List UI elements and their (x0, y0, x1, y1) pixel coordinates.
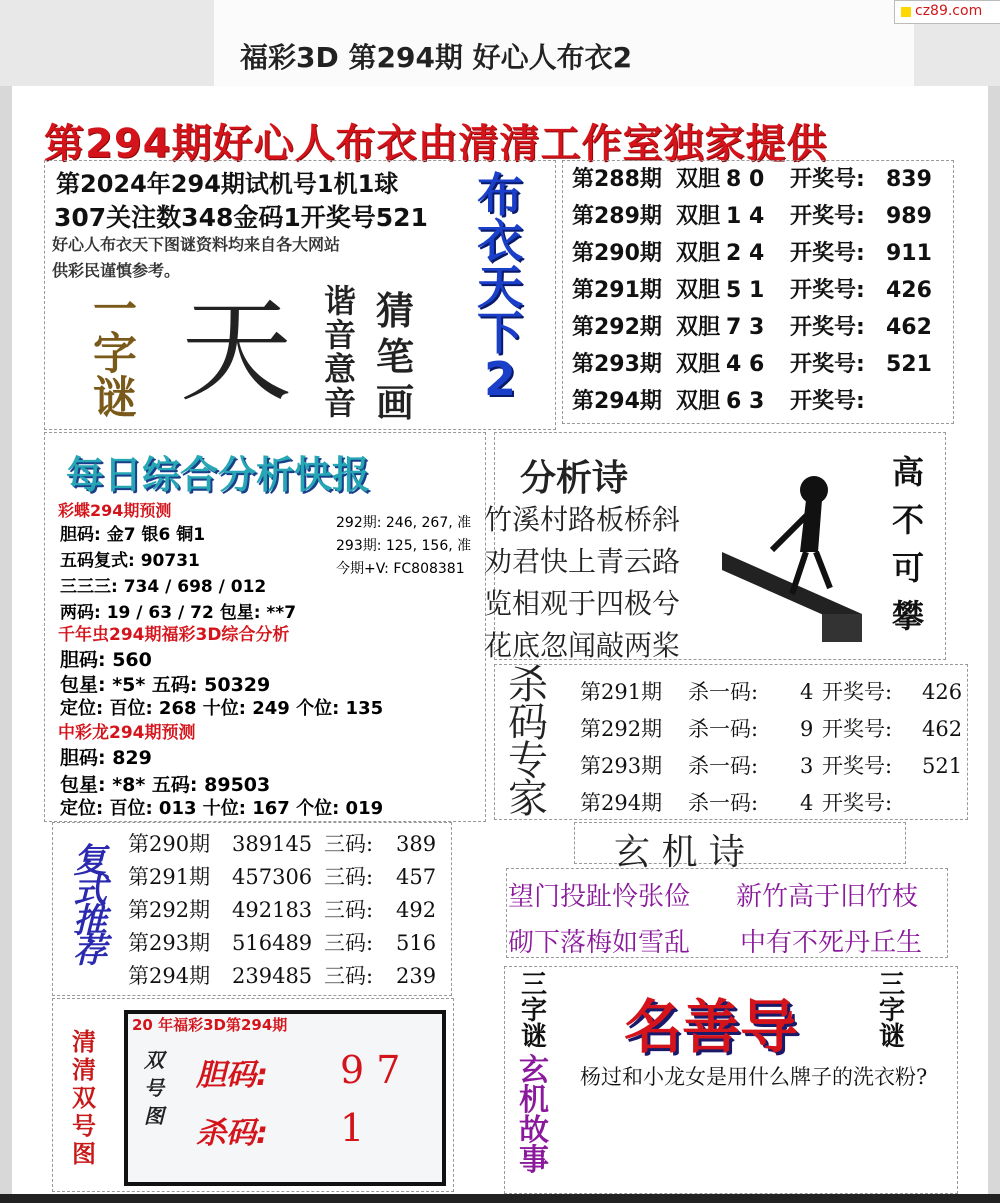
story-name: 名善导 (624, 993, 799, 1061)
kill-label-char: 码 (508, 700, 548, 746)
intro-line2: 307关注数348金码1开奖号521 (54, 203, 428, 232)
row-digits: 6 3 (726, 389, 765, 414)
xuanji-line1a: 望门投趾怜张俭 (508, 882, 691, 912)
shuanghao-header: 20 年福彩3D第294期 (132, 1016, 288, 1034)
story-char: 机 (519, 1083, 549, 1118)
xuanji-line1b: 新竹高于旧竹枝 (736, 882, 919, 912)
row-code: 389145 (232, 832, 313, 856)
kill-row (580, 787, 964, 824)
climber-body (800, 500, 822, 552)
poem-line: 竹溪村路板桥斜 (484, 503, 681, 536)
row-period: 第292期 (128, 898, 211, 922)
fushi-label-char: 推 (73, 901, 107, 941)
double-gall-row (572, 310, 952, 347)
row-prize-label: 开奖号: (790, 352, 865, 377)
daily-s3-l3: 定位: 百位: 013 十位: 167 个位: 019 (60, 798, 384, 819)
kill-label-char: 专 (508, 738, 548, 784)
story-char: 字 (520, 996, 547, 1026)
fushi-label (66, 841, 114, 971)
row-prize-label: 开奖号: (822, 791, 893, 815)
row-prize: 521 (922, 754, 963, 778)
row-label: 三码: (324, 964, 374, 988)
intro-line4: 供彩民谨慎参考。 (52, 261, 181, 280)
row-prize: 839 (886, 167, 932, 192)
shuanghao-label-char: 号 (72, 1112, 96, 1140)
riddle-one-char: 天 (180, 287, 292, 417)
row-digit: 4 (800, 680, 814, 704)
row-label: 双胆 (676, 352, 721, 377)
fushi-row (128, 927, 448, 960)
vertical-title-char: 布 (477, 168, 523, 222)
row-digit: 3 (800, 754, 814, 778)
double-gall-row (572, 236, 952, 273)
fushi-row (128, 894, 448, 927)
intro-line1: 第2024年294期试机号1机1球 (56, 170, 399, 198)
daily-s3-l1: 胆码: 829 (60, 747, 152, 769)
fushi-label-char: 式 (73, 871, 107, 911)
row-period: 第293期 (580, 754, 663, 778)
fushi-row (128, 828, 448, 861)
row-prize: 989 (886, 204, 932, 229)
intro-line3: 好心人布衣天下图谜资料均来自各大网站 (52, 235, 341, 254)
row-prize-label: 开奖号: (822, 680, 893, 704)
shuanghao-label-char: 双 (72, 1084, 96, 1112)
story-char: 三 (520, 970, 547, 1000)
kill-list (580, 676, 964, 824)
xuanji-title: 玄 机 诗 (614, 832, 745, 873)
double-gall-row (572, 162, 952, 199)
row-label: 三码: (324, 898, 374, 922)
climber-leg (816, 552, 830, 588)
row-prize-label: 开奖号: (790, 241, 865, 266)
poem-side-text (886, 448, 930, 640)
row-label: 双胆 (676, 241, 721, 266)
fushi-label-char: 复 (73, 841, 107, 881)
fushi-list (128, 828, 448, 993)
row-label: 双胆 (676, 315, 721, 340)
daily-s2-l3: 定位: 百位: 268 十位: 249 个位: 135 (60, 698, 384, 719)
row-label: 三码: (324, 865, 374, 889)
daily-s2-l2: 包星: *5* 五码: 50329 (60, 674, 271, 696)
shuanghao-card (124, 1010, 446, 1186)
watermark-square-icon (901, 7, 911, 17)
row-code: 239485 (232, 964, 313, 988)
kill-row (580, 750, 964, 787)
poem-line: 劝君快上青云路 (484, 545, 681, 578)
vertical-title-char: 衣 (477, 214, 523, 268)
riddle-one-label: 一字谜 (85, 286, 136, 418)
shuanghao-side-char: 图 (144, 1104, 164, 1128)
row-period: 第291期 (572, 278, 662, 303)
row-digits: 7 3 (726, 315, 765, 340)
watermark-text: cz89.com (915, 3, 983, 19)
row-text: 杀一码: (688, 791, 759, 815)
daily-s2-l1: 胆码: 560 (60, 649, 152, 671)
side-char: 高 (891, 453, 924, 491)
row-prize: 462 (886, 315, 932, 340)
daily-s1-l1: 胆码: 金7 银6 铜1 (60, 525, 206, 545)
row-period: 第291期 (580, 680, 663, 704)
story-char: 字 (878, 996, 905, 1026)
story-char: 谜 (878, 1022, 905, 1052)
row-prize: 426 (922, 680, 963, 704)
story-right-top (870, 972, 914, 1050)
row-label: 双胆 (676, 389, 721, 414)
row-prize: 426 (886, 278, 932, 303)
row-prize: 521 (886, 352, 932, 377)
row-text: 杀一码: (688, 680, 759, 704)
daily-title: 每日综合分析快报 (66, 453, 371, 497)
riddle-hint-char: 音 (323, 384, 356, 422)
row-code: 457306 (232, 865, 313, 889)
riddle-hint-right (310, 284, 370, 420)
row-prize-label: 开奖号: (790, 204, 865, 229)
shuanghao-label-char: 清 (72, 1056, 96, 1084)
shuanghao-sha-value: 1 (340, 1106, 365, 1150)
row-label: 双胆 (676, 167, 721, 192)
kill-row (580, 713, 964, 750)
row-period: 第294期 (572, 389, 662, 414)
riddle-hint-char: 音 (323, 316, 356, 354)
row-code: 492183 (232, 898, 313, 922)
poem-line: 览相观于四极兮 (484, 587, 681, 620)
kill-row (580, 676, 964, 713)
climber-head (800, 476, 828, 504)
row-digit: 9 (800, 717, 814, 741)
daily-s2-title: 千年虫294期福彩3D综合分析 (58, 625, 290, 645)
row-prize-label: 开奖号: (790, 167, 865, 192)
riddle-hint-char: 画 (375, 381, 414, 425)
vertical-title-char: 天 (477, 260, 523, 314)
shuanghao-side-char: 号 (144, 1076, 164, 1100)
row-prize-label: 开奖号: (790, 389, 865, 414)
daily-s1-l2: 五码复式: 90731 (60, 551, 200, 571)
daily-side-l2: 293期: 125, 156, 准 (336, 538, 472, 554)
row-prize-label: 开奖号: (822, 754, 893, 778)
daily-s3-l2: 包星: *8* 五码: 89503 (60, 774, 271, 796)
daily-s3-title: 中彩龙294期预测 (58, 723, 196, 743)
daily-s1-l4: 两码: 19 / 63 / 72 包星: **7 (60, 603, 297, 623)
fushi-row (128, 861, 448, 894)
row-digits: 2 4 (726, 241, 765, 266)
climber-illustration (712, 454, 872, 650)
row-period: 第291期 (128, 865, 211, 889)
row-period: 第293期 (128, 931, 211, 955)
row-value: 492 (396, 898, 437, 922)
row-prize: 911 (886, 241, 932, 266)
side-char: 不 (891, 501, 924, 539)
row-label: 三码: (324, 931, 374, 955)
riddle-hint-char: 笔 (375, 335, 414, 379)
story-char: 谜 (520, 1022, 547, 1052)
shuanghao-sha-label: 杀码: (196, 1116, 268, 1151)
shuanghao-side (140, 1046, 168, 1130)
vertical-title-char: 下 (477, 306, 523, 360)
row-digits: 8 0 (726, 167, 765, 192)
side-char: 可 (891, 549, 924, 587)
xuanji-line2a: 砌下落梅如雪乱 (508, 928, 691, 958)
fushi-label-char: 荐 (73, 931, 107, 971)
page-title: 福彩3D 第294期 好心人布衣2 (240, 41, 633, 74)
story-left-top (512, 972, 556, 1050)
shuanghao-dan-label: 胆码: (196, 1058, 268, 1093)
row-prize-label: 开奖号: (822, 717, 893, 741)
double-gall-row (572, 347, 952, 384)
row-period: 第292期 (580, 717, 663, 741)
shuanghao-label-char: 清 (72, 1028, 96, 1056)
poem-title: 分析诗 (520, 458, 629, 499)
xuanji-line2b: 中有不死丹丘生 (740, 928, 923, 958)
vertical-title (470, 168, 530, 406)
row-period: 第294期 (580, 791, 663, 815)
daily-s1-title: 彩蝶294期预测 (58, 501, 172, 520)
kill-label-char: 家 (508, 776, 548, 822)
double-gall-row (572, 199, 952, 236)
row-period: 第288期 (572, 167, 662, 192)
kill-label (498, 662, 558, 822)
row-value: 239 (396, 964, 437, 988)
daily-side-l1: 292期: 246, 267, 准 (336, 515, 472, 531)
shuanghao-dan-value: 9 7 (340, 1048, 401, 1092)
row-digits: 1 4 (726, 204, 765, 229)
daily-side-l3: 今期+V: FC808381 (336, 561, 465, 577)
shuanghao-label-char: 图 (72, 1140, 96, 1168)
vertical-title-char: 2 (483, 352, 516, 406)
row-label: 三码: (324, 832, 374, 856)
row-period: 第294期 (128, 964, 211, 988)
story-char: 故 (519, 1113, 549, 1148)
kill-label-char: 杀 (508, 662, 548, 708)
row-period: 第293期 (572, 352, 662, 377)
row-digit: 4 (800, 791, 814, 815)
double-gall-row (572, 273, 952, 310)
row-period: 第290期 (128, 832, 211, 856)
watermark-badge (894, 0, 1000, 24)
row-prize-label: 开奖号: (790, 315, 865, 340)
row-text: 杀一码: (688, 717, 759, 741)
row-digits: 5 1 (726, 278, 765, 303)
row-value: 516 (396, 931, 437, 955)
row-text: 杀一码: (688, 754, 759, 778)
shuanghao-side-char: 双 (144, 1048, 164, 1072)
story-question: 杨过和小龙女是用什么牌子的洗衣粉? (580, 1065, 928, 1089)
story-char: 三 (878, 970, 905, 1000)
row-prize: 462 (922, 717, 963, 741)
beam-stand (822, 614, 862, 642)
row-code: 516489 (232, 931, 313, 955)
daily-s1-l3: 三三三: 734 / 698 / 012 (60, 577, 267, 597)
row-period: 第290期 (572, 241, 662, 266)
double-gall-row (572, 384, 952, 421)
riddle-hint-char: 意 (323, 350, 356, 388)
side-char: 攀 (891, 597, 924, 635)
story-char: 玄 (519, 1053, 549, 1088)
row-label: 双胆 (676, 204, 721, 229)
row-value: 389 (396, 832, 437, 856)
riddle-hint-left (370, 288, 420, 426)
row-digits: 4 6 (726, 352, 765, 377)
row-prize-label: 开奖号: (790, 278, 865, 303)
story-left-bottom (510, 1053, 558, 1178)
banner: 第294期好心人布衣由清清工作室独家提供 (44, 121, 828, 167)
fushi-row (128, 960, 448, 993)
story-char: 事 (519, 1143, 549, 1178)
row-value: 457 (396, 865, 437, 889)
poem-line: 花底忽闻敲两桨 (484, 629, 681, 662)
riddle-hint-char: 猜 (375, 289, 414, 333)
riddle-hint-char: 谐 (323, 282, 356, 320)
row-period: 第292期 (572, 315, 662, 340)
double-gall-list (572, 162, 952, 421)
row-label: 双胆 (676, 278, 721, 303)
shuanghao-label (68, 1028, 100, 1168)
bottom-border (0, 1194, 1000, 1203)
row-period: 第289期 (572, 204, 662, 229)
